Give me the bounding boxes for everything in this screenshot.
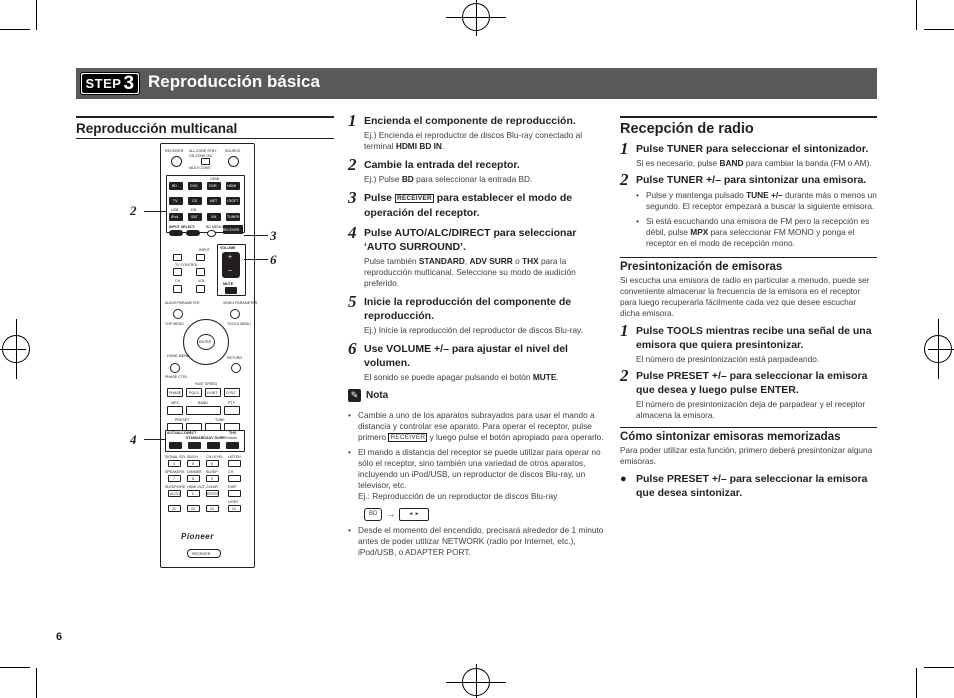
step-3: 3 Pulse RECEIVER para establecer el modo de operación del receptor. xyxy=(348,188,573,219)
audio-parameter-button[interactable] xyxy=(173,309,183,319)
memorized-step: ● Pulse PRESET +/– para seleccionar la emisora que desea sintonizar. xyxy=(620,473,868,499)
step-2: 2 Cambie la entrada del receptor. Ej.) Pulse BD para seleccionar la entrada BD. xyxy=(348,155,533,184)
preset-heading: Presintonización de emisoras xyxy=(620,261,783,273)
nota-heading: ✎ Nota xyxy=(348,389,608,402)
step-6: 6 Use VOLUME +/– para ajustar el nivel del volumen. El sonido se puede apagar pulsando el botón MUTE. xyxy=(348,339,568,382)
preset-step-2: 2 Pulse PRESET +/– para seleccionar la emisora que desea y luego pulse ENTER. El número de presintonización deja de parpadear y el receptor almacena la emisora. xyxy=(620,366,868,420)
radio-step-1: 1 Pulse TUNER para seleccionar el sintonizador. Si es necesario, pulse BAND para cambiar la banda (FM o AM). xyxy=(620,139,872,168)
step-word: STEP xyxy=(85,76,122,91)
preset-step-1: 1 Pulse TOOLS mientras recibe una señal de una emisora que quiera presintonizar. El número de presintonización está parpadeando. xyxy=(620,321,872,364)
receiver-power-button[interactable] xyxy=(171,156,182,167)
right-rule-top xyxy=(620,116,877,118)
tune-bullet: • Pulse y mantenga pulsado TUNE +/– durante más o menos un segundo. El receptor empezará a buscar la siguiente emisora. xyxy=(636,190,877,212)
step-1: 1 Encienda el componente de reproducción. Ej.) Encienda el reproductor de discos Blu-ray conectado al terminal HDMI BD IN. xyxy=(348,111,583,151)
vol-plus-button[interactable] xyxy=(196,268,205,276)
callout-2: 2 xyxy=(130,203,137,218)
left-rule-bottom xyxy=(76,138,334,139)
return-button[interactable] xyxy=(231,363,241,373)
step-5: 5 Inicie la reproducción del componente de reproducción. Ej.) Inicie la reproducción del reproductor de discos Blu-ray. xyxy=(348,292,583,335)
radio-section xyxy=(620,139,877,500)
listen-button[interactable] xyxy=(228,460,241,467)
standard-button[interactable] xyxy=(188,442,201,449)
step-number: 3 xyxy=(123,72,135,94)
callout-2-line xyxy=(144,211,166,212)
tv-power-button[interactable] xyxy=(173,254,182,261)
note-item: • Desde el momento del encendido, precisará alrededor de 1 minuto antes de poder utilizar NETWORK (radio por Internet, etc.), iPod/USB, o ADAPTER PORT. xyxy=(348,525,608,558)
step-4: 4 Pulse AUTO/ALC/DIRECT para seleccionar ‘AUTO SURROUND’. Pulse también STANDARD, ADV SURR o THX para la reproducción multicanal. Seleccione su modo de audición preferido. xyxy=(348,223,577,288)
input-select-right[interactable] xyxy=(186,230,200,236)
ch-button[interactable] xyxy=(228,475,241,482)
video-parameter-button[interactable] xyxy=(230,309,240,319)
page-number: 6 xyxy=(56,631,63,643)
input-select-left[interactable] xyxy=(169,230,183,236)
play-key: ◄ ► xyxy=(399,508,428,521)
receiver-key-label: RECEIVER xyxy=(396,195,432,202)
zone-button[interactable] xyxy=(201,158,210,165)
source-power-button[interactable] xyxy=(228,156,239,167)
note-pencil-icon: ✎ xyxy=(348,389,361,402)
pause-button[interactable] xyxy=(167,406,183,415)
page-title: Reproducción básica xyxy=(148,72,320,91)
play-button[interactable] xyxy=(186,406,221,415)
ch-plus-button[interactable] xyxy=(173,268,182,276)
bullet-dot-icon: ● xyxy=(620,473,627,485)
callout-6-line xyxy=(244,259,268,260)
auto-alc-direct-button[interactable] xyxy=(169,442,182,449)
thx-button[interactable] xyxy=(226,442,239,449)
arrow-icon: → xyxy=(386,509,396,519)
left-rule-top xyxy=(76,116,334,118)
memorized-heading: Cómo sintonizar emisoras memorizadas xyxy=(620,431,841,443)
disp-button[interactable] xyxy=(228,490,241,497)
stop-button[interactable] xyxy=(224,406,240,415)
vol-minus-button[interactable] xyxy=(196,285,205,293)
callout-4: 4 xyxy=(130,432,137,447)
home-menu-button[interactable] xyxy=(170,363,180,373)
ch-minus-button[interactable] xyxy=(173,285,182,293)
mpx-bullet: • Si está escuchando una emisora de FM pero la recepción es débil, pulse MPX para seleccionar FM MONO y ponga el receptor en el modo de recepción mono. xyxy=(636,216,877,249)
example-sequence xyxy=(364,508,608,521)
memorized-intro: Para poder utilizar esta función, primero deberá presintonizar alguna emisoras. xyxy=(620,445,873,466)
radio-step-2: 2 Pulse TUNER +/– para sintonizar una emisora. • Pulse y mantenga pulsado TUNE +/– durante más o menos un segundo. El receptor empezará a buscar la siguiente emisora. • Si está escuchando una emisora de FM pero la recepción es débil, pulse MPX para seleccionar FM MONO y ponga el receptor en el modo de recepción mono. xyxy=(620,173,877,253)
notes-list xyxy=(348,410,608,558)
callout-4-line xyxy=(144,439,166,440)
mute-button[interactable] xyxy=(225,287,237,294)
note-item: • El mando a distancia del receptor se puede utilizar para operar no sólo el receptor, sino también una variedad de otros aparatos, incluyendo un iPod/USB, un reproductor de discos Blu-ray, un televisor, etc. Ej.: Reproducción de un reproductor de discos Blu-ray BD → ◄ ► xyxy=(348,447,608,521)
multichannel-steps xyxy=(348,111,608,562)
remote-control: RECEIVER ALL ZONE STBY SOURCE ON ZONE ON MULTI ZONE HDMI BD DVD DVR HDMI TV CD NET i.SOFT USB DR iPod SAT XM TUNER INPUT SELECT BD MENU RECEIVER INPUT VOLUME + – MUTE TV CONTROL CH VOL AUDIO PARAMETER VIDEO PARAMETER TOP MENU TOOLS MENU ENTER HOME MENU RETURN PHASE CTRL FAST SPEED PHASE PQLS HI-BIT D.PLT MPX BAND PTY PRESET TUNE AUTO/ALC DIRECT STANDARD ADV SURR THX Forward SIGNAL SEL SB/CH CH LEVEL LISTEN 4 5 6 SPEAKERS DIMMER SLEEP CH 7 8 9 SLEEP/ORE HDMI OUT CLEAR DISP AUTO 0 ENTER LIGHT 21 22 23 24 Pioneer RECEIVER xyxy=(160,143,255,568)
callout-3: 3 xyxy=(270,228,277,243)
step-badge xyxy=(80,72,140,95)
adv-surr-button[interactable] xyxy=(207,442,220,449)
bd-menu-button[interactable] xyxy=(207,230,216,237)
multichannel-heading: Reproducción multicanal xyxy=(76,121,238,136)
tv-input-button[interactable] xyxy=(196,254,205,261)
note-item: • Cambie a uno de los aparatos subrayados para usar el mando a distancia y controlar ese aparato. Para operar el receptor, pulse primero RECEIVER y luego pulse el botón apropiado para operarlo. xyxy=(348,410,608,443)
preset-intro: Si escucha una emisora de radio en particular a menudo, puede ser conveniente almacenar la frecuencia de la emisora en el receptor para luego recuperarla fácilmente cada vez que desee escuchar dicha emisora. xyxy=(620,275,870,318)
bd-key: BD xyxy=(364,508,382,521)
callout-3-line xyxy=(244,235,268,236)
radio-heading: Recepción de radio xyxy=(620,121,754,137)
callout-6: 6 xyxy=(270,252,277,267)
pioneer-logo: Pioneer xyxy=(181,532,214,541)
